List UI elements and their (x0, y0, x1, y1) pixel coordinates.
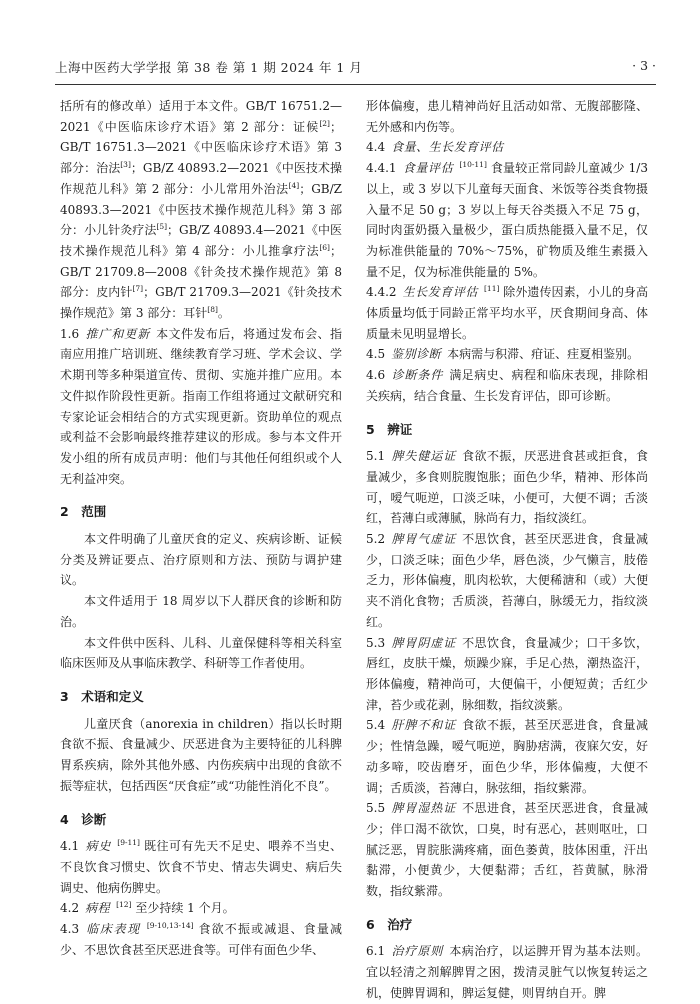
subsection-title: 推广和更新 (85, 326, 151, 341)
page-number: · 3 · (632, 58, 656, 73)
citation: [4] (288, 180, 300, 190)
right-column (366, 96, 648, 1000)
section-heading-5: 5 辨证 (366, 421, 413, 437)
journal-info: 上海中医药大学学报 第 38 卷 第 1 期 2024 年 1 月 (55, 60, 363, 75)
subsection-5-1: 5.1 脾失健运证 食欲不振，厌恶进食甚或拒食，食量减少，多食则脘腹饱胀；面色少华，精神、形体尚可，嗳气呃逆，口淡乏味，小便可，大便不调；舌淡红，苔薄白或薄腻，脉尚有力，指纹淡红。 (366, 449, 648, 526)
subsection-4-3: 4.3 临床表现 [9-10,13-14] 食欲不振或减退、食量减少、不思饮食甚至厌恶进食等。可伴有面色少华、 (60, 921, 342, 957)
subsection-4-4: 4.4 食量、生长发育评估 (366, 140, 504, 155)
citation: [9-10,13-14] (146, 921, 194, 931)
section-heading-3: 3 术语和定义 (60, 688, 144, 704)
subsection-4-5: 4.5 鉴别诊断 本病需与积滞、疳证、疰夏相鉴别。 (366, 347, 640, 362)
running-header (55, 58, 656, 78)
citation: [12] (116, 900, 132, 910)
subsection-4-4-1: 4.4.1 食量评估 [10-11] 食量较正常同龄儿童减少 1/3 以上，或 3 岁以下儿童每天面食、米饭等谷类食物摄入量不足 50 g；3 岁以上每天谷类摄入不足 75 g，同时肉蛋奶摄入量极少，蛋白质热能摄入量不足，仅为标准供能量的 70%～75%，矿物质及维生素摄入量不足，仅为标准供能量的 5%。 (366, 160, 648, 279)
subsection-5-3: 5.3 脾胃阴虚证 不思饮食，食量减少；口干多饮，唇红，皮肤干燥，烦躁少寐，手足心热，潮热盗汗，形体偏瘦，精神尚可，大便偏干，小便短黄；舌红少津，苔少或花剥，脉细数，指纹淡紫。 (366, 635, 648, 712)
section-heading-2: 2 范围 (60, 504, 107, 520)
subsection-4-1: 4.1 病史 [9-11] 既往可有先天不足史、喂养不当史、不良饮食习惯史、饮食不节史、情志失调史、病后失调史、他病伤脾史。 (60, 838, 342, 895)
citation: [6] (319, 242, 330, 252)
citation: [7] (132, 284, 144, 294)
subsection-5-5: 5.5 脾胃湿热证 不思进食，甚至厌恶进食，食量减少；伴口渴不欲饮，口臭，时有恶心，甚则呕吐，口腻泛恶，胃脘胀满疼痛，面色萎黄，肢体困重，汗出黏滞，小便黄少，大便黏滞；舌红，苔黄腻，脉滑数，指纹紫滞。 (366, 801, 648, 899)
citation: [3] (120, 160, 131, 170)
citation: [5] (156, 222, 168, 232)
continued-paragraph: 括所有的修改单）适用于本文件。GB/T 16751.2—2021《中医临床诊疗术语》第 2 部分：证候[2]；GB/T 16751.3—2021《中医临床诊疗术语》第 3 部分：治法[3]；GB/Z 40893.2—2021《中医技术操作规范儿科》第 2 部分：小儿常用外治法[4]；GB/Z 40893.3—2021《中医技术操作规范儿科》第 3 部分：小儿针灸疗法[5]；GB/Z 40893.4—2021《中医技术操作规范儿科》第 4 部分：小儿推拿疗法[6]；GB/T 21709.8—2008《针灸技术操作规范》第 8 部分：皮内针[7]；GB/T 21709.3—2021《针灸技术操作规范》第 3 部分：耳针[8]。 (60, 99, 342, 321)
citation: [9-11] (117, 838, 140, 848)
paragraph: 本文件明确了儿童厌食的定义、疾病诊断、证候分类及辨证要点、治疗原则和方法、预防与调护建议。 (60, 532, 342, 588)
paragraph: 儿童厌食（anorexia in children）指以长时期食欲不振、食量减少、厌恶进食为主要特征的儿科脾胃系疾病，除外其他外感、内伤疾病中出现的食欲不振等症状，包括西医“厌食症”或“功能性消化不良”。 (60, 716, 342, 793)
citation: [2] (319, 118, 330, 128)
subsection-4-6: 4.6 诊断条件 满足病史、病程和临床表现，排除相关疾病，结合食量、生长发育评估，即可诊断。 (366, 368, 648, 403)
section-heading-4: 4 诊断 (60, 811, 107, 827)
paragraph: 本文件适用于 18 周岁以下人群厌食的诊断和防治。 (60, 594, 342, 629)
section-heading-6: 6 治疗 (366, 916, 413, 932)
paragraph: 本文件供中医科、儿科、儿童保健科等相关科室临床医师及从事临床教学、科研等工作者使用。 (60, 635, 342, 671)
subsection-5-2: 5.2 脾胃气虚证 不思饮食，甚至厌恶进食，食量减少，口淡乏味；面色少华，唇色淡，少气懒言，肢倦乏力，形体偏瘦，肌肉松软，大便稀溏和（或）大便夹不消化食物；舌质淡，苔薄白，脉缓无力，指纹淡红。 (366, 532, 648, 629)
subsection-5-4: 5.4 肝脾不和证 食欲不振，甚至厌恶进食，食量减少；性情急躁，嗳气呃逆，胸胁痞满，夜寐欠安，好动多啼，咬齿磨牙，面色少华，形体偏瘦，大便不调；舌质淡，苔薄白，脉弦细，指纹紫滞。 (366, 718, 648, 795)
subsection-1-6: 1.6 推广和更新 本文件发布后，将通过发布会、指南应用推广培训班、继续教育学习班、学术会议、学术期刊等多种渠道宣传、贯彻、实施并推广应用。本文件拟作阶段性更新。指南工作组将通过文献研究和专家论证会相结合的方式实现更新。资助单位的观点或利益不会影响最终推荐建议的形成。参与本文件开发小组的所有成员声明：他们与其他任何组织或个人无利益冲突。 (60, 326, 342, 486)
left-column (60, 96, 342, 970)
continued-paragraph: 形体偏瘦，患儿精神尚好且活动如常、无腹部膨隆、无外感和内伤等。 (366, 99, 648, 134)
subsection-4-4-2: 4.4.2 生长发育评估 [11] 除外遗传因素，小儿的身高体质量均低于同龄正常平均水平，厌食期间身高、体质量未见明显增长。 (366, 284, 648, 341)
subsection-4-2: 4.2 病程 [12] 至少持续 1 个月。 (60, 900, 235, 916)
citation: [8] (207, 305, 218, 315)
citation: [10-11] (459, 160, 487, 170)
header-rule (55, 84, 656, 85)
subsection-6-1: 6.1 治疗原则 本病治疗，以运脾开胃为基本法则。宜以轻清之剂解脾胃之困，拨清灵脏气以恢复转运之机，使脾胃调和，脾运复健，则胃纳自开。脾 (366, 944, 648, 1000)
citation: [11] (484, 284, 500, 294)
